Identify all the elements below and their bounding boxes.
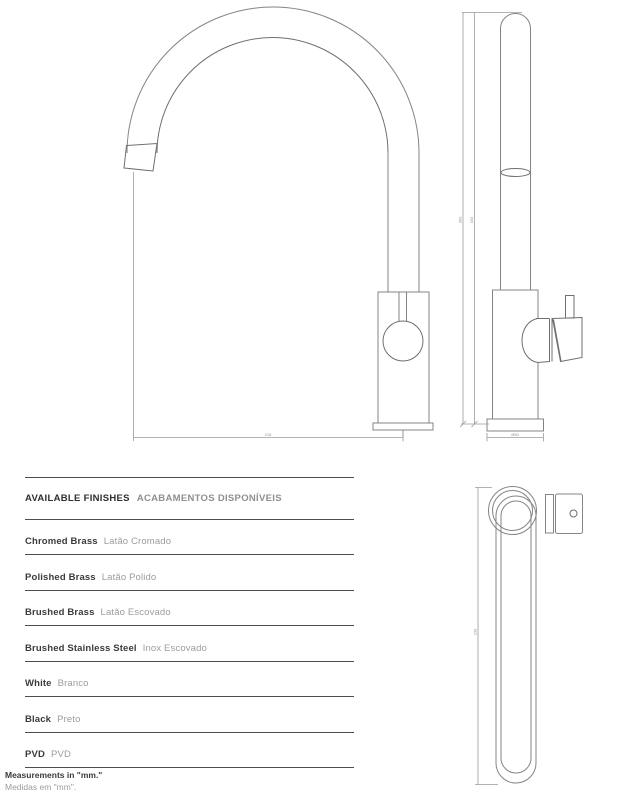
dimension-label: Ø50	[511, 432, 519, 437]
finish-name-en: Chromed Brass	[25, 536, 98, 547]
spout-joint-ellipse	[501, 169, 530, 177]
measurement-note	[5, 769, 102, 793]
finish-row	[25, 662, 354, 698]
spout-inner-arc	[157, 38, 388, 153]
handle-stick	[566, 296, 575, 319]
base-plate-front	[373, 423, 433, 430]
top-length-dimension	[473, 488, 499, 785]
spout-outer-arc	[127, 7, 419, 153]
finish-name-pt: Inox Escovado	[142, 642, 207, 654]
finish-name-en: Black	[25, 713, 52, 725]
dimension-label: 239	[472, 628, 478, 636]
finishes-header-en: AVAILABLE FINISHES	[25, 492, 130, 504]
side-height-dimensions	[458, 13, 523, 428]
handle-top	[556, 494, 583, 534]
finish-name-pt: PVD	[50, 749, 71, 760]
finish-name-en: Brushed Stainless Steel	[25, 642, 137, 654]
faucet-body-side	[493, 290, 539, 419]
finish-row	[25, 591, 354, 627]
front-view-drawing	[124, 7, 433, 442]
finish-row	[25, 733, 354, 769]
measurement-note-en: Measurements in "mm."	[5, 770, 103, 780]
front-reach-dimension	[134, 172, 404, 442]
dimension-label: 218	[264, 432, 272, 437]
finish-name-pt: Branco	[57, 678, 89, 689]
finishes-header-pt: ACABAMENTOS DISPONÍVEIS	[136, 492, 282, 504]
spout-outlet	[124, 144, 157, 172]
dimension-label: 360	[457, 216, 463, 224]
side-base-dimension	[487, 432, 544, 442]
faucet-body-front	[378, 292, 429, 423]
handle-hole	[570, 510, 577, 517]
side-view-drawing	[458, 13, 583, 442]
finish-row	[25, 555, 354, 591]
finish-name-en: Polished Brass	[25, 571, 96, 583]
finish-name-pt: Latão Cromado	[103, 536, 172, 547]
finish-name-en: White	[25, 678, 52, 689]
handle-knob-front	[383, 321, 423, 361]
finish-row	[25, 626, 354, 662]
spout-side	[501, 14, 531, 291]
base-plate-side	[487, 419, 544, 431]
top-view-drawing	[473, 487, 583, 785]
handle-side	[522, 296, 582, 363]
finishes-table-header	[25, 478, 354, 520]
handle-connector-top	[546, 495, 554, 534]
finish-row	[25, 520, 354, 556]
finishes-table	[25, 477, 354, 768]
dimension-label: 333	[469, 216, 474, 224]
finish-name-en: PVD	[25, 749, 45, 760]
finish-name-en: Brushed Brass	[25, 607, 95, 618]
finish-name-pt: Latão Polido	[101, 571, 157, 583]
measurement-note-pt: Medidas em "mm".	[5, 782, 77, 792]
finish-name-pt: Latão Escovado	[100, 607, 171, 618]
finish-name-pt: Preto	[57, 713, 81, 725]
finish-row	[25, 697, 354, 733]
spout-arm-inner	[501, 501, 531, 773]
spout-arm-outer	[496, 496, 536, 783]
